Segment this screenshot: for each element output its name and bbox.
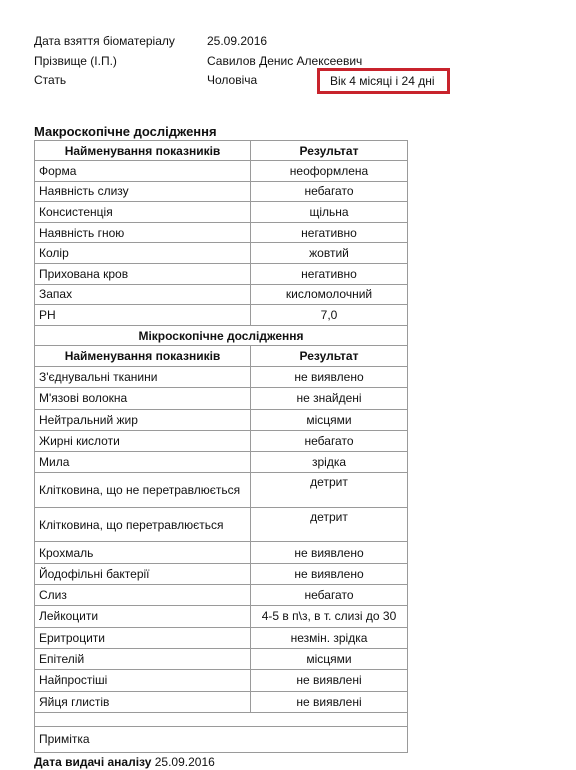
- sex-label: Стать: [34, 73, 67, 87]
- patient-name-value: Савилов Денис Алексеевич: [207, 54, 363, 68]
- indicator-result: не знайдені: [251, 388, 408, 409]
- patient-name-label: Прізвище (І.П.): [34, 54, 117, 68]
- table-row: [35, 627, 408, 648]
- empty-cell: [35, 712, 408, 726]
- indicator-result: не виявлено: [251, 563, 408, 584]
- indicator-result: неоформлена: [251, 161, 408, 182]
- indicator-name: Клітковина, що не перетравлюється: [35, 473, 251, 508]
- indicator-name: Жирні кислоти: [35, 430, 251, 451]
- sex-value: Чоловіча: [207, 73, 258, 87]
- indicator-name: Запах: [35, 284, 251, 305]
- table-row: [35, 202, 408, 223]
- indicator-name: Колір: [35, 243, 251, 264]
- indicator-name: Прихована кров: [35, 263, 251, 284]
- micro-section-row: [35, 325, 408, 346]
- indicator-result: детрит: [251, 507, 408, 542]
- indicator-result: щільна: [251, 202, 408, 223]
- indicator-name: Клітковина, що перетравлюється: [35, 507, 251, 542]
- issue-date: [34, 755, 215, 769]
- indicator-result: небагато: [251, 430, 408, 451]
- column-header-result: Результат: [251, 346, 408, 367]
- table-row: [35, 388, 408, 409]
- micro-section-title: Мікроскопічне дослідження: [35, 325, 408, 346]
- indicator-result: не виявлено: [251, 366, 408, 387]
- table-row: [35, 305, 408, 326]
- table-row: [35, 263, 408, 284]
- indicator-name: Слиз: [35, 585, 251, 606]
- indicator-result: кисломолочний: [251, 284, 408, 305]
- note-label: Примітка: [35, 726, 408, 752]
- indicator-name: Найпростіші: [35, 670, 251, 691]
- indicator-name: Крохмаль: [35, 542, 251, 563]
- indicator-result: незмін. зрідка: [251, 627, 408, 648]
- indicator-name: Наявність гною: [35, 222, 251, 243]
- column-header-result: Результат: [251, 141, 408, 161]
- indicator-result: жовтий: [251, 243, 408, 264]
- indicator-result: не виявлені: [251, 691, 408, 712]
- sample-date-value: 25.09.2016: [207, 34, 268, 48]
- table-row: [35, 366, 408, 387]
- indicator-name: Лейкоцити: [35, 606, 251, 627]
- indicator-name: М'язові волокна: [35, 388, 251, 409]
- empty-row: [35, 712, 408, 726]
- column-header-name: Найменування показників: [35, 141, 251, 161]
- indicator-result: не виявлені: [251, 670, 408, 691]
- indicator-name: Йодофільні бактерії: [35, 563, 251, 584]
- table-row: [35, 452, 408, 473]
- indicator-name: Еритроцити: [35, 627, 251, 648]
- indicator-name: Яйця глистів: [35, 691, 251, 712]
- indicator-result: місцями: [251, 648, 408, 669]
- issue-date-value: 25.09.2016: [154, 755, 215, 769]
- indicator-result: детрит: [251, 473, 408, 508]
- table-row: [35, 473, 408, 508]
- macro-section-title: Макроскопічне дослідження: [34, 124, 217, 139]
- table-row: [35, 409, 408, 430]
- table-row: [35, 284, 408, 305]
- table-row: [35, 691, 408, 712]
- indicator-result: негативно: [251, 263, 408, 284]
- issue-date-label: Дата видачі аналізу: [34, 755, 152, 769]
- indicator-name: Наявність слизу: [35, 181, 251, 202]
- table-row: [35, 606, 408, 627]
- table-row: [35, 161, 408, 182]
- age-highlight-box: Вік 4 місяці і 24 дні: [317, 68, 450, 94]
- indicator-name: Нейтральний жир: [35, 409, 251, 430]
- indicator-result: 4-5 в п\з, в т. слизі до 30: [251, 606, 408, 627]
- table-header-row: [35, 141, 408, 161]
- indicator-name: Форма: [35, 161, 251, 182]
- sample-date-label: Дата взяття біоматеріалу: [34, 34, 175, 48]
- table-row: [35, 585, 408, 606]
- indicator-result: небагато: [251, 181, 408, 202]
- indicator-name: Мила: [35, 452, 251, 473]
- table-row: [35, 243, 408, 264]
- results-table: [34, 140, 408, 753]
- table-row: [35, 430, 408, 451]
- table-row: [35, 507, 408, 542]
- indicator-result: місцями: [251, 409, 408, 430]
- table-row: [35, 222, 408, 243]
- indicator-name: З'єднувальні тканини: [35, 366, 251, 387]
- indicator-result: небагато: [251, 585, 408, 606]
- indicator-result: зрідка: [251, 452, 408, 473]
- indicator-result: не виявлено: [251, 542, 408, 563]
- table-row: [35, 648, 408, 669]
- indicator-name: Епітелій: [35, 648, 251, 669]
- table-header-row: [35, 346, 408, 367]
- indicator-name: Консистенція: [35, 202, 251, 223]
- table-row: [35, 563, 408, 584]
- table-row: [35, 542, 408, 563]
- table-row: [35, 181, 408, 202]
- indicator-name: РН: [35, 305, 251, 326]
- note-row: [35, 726, 408, 752]
- table-row: [35, 670, 408, 691]
- indicator-result: 7,0: [251, 305, 408, 326]
- indicator-result: негативно: [251, 222, 408, 243]
- column-header-name: Найменування показників: [35, 346, 251, 367]
